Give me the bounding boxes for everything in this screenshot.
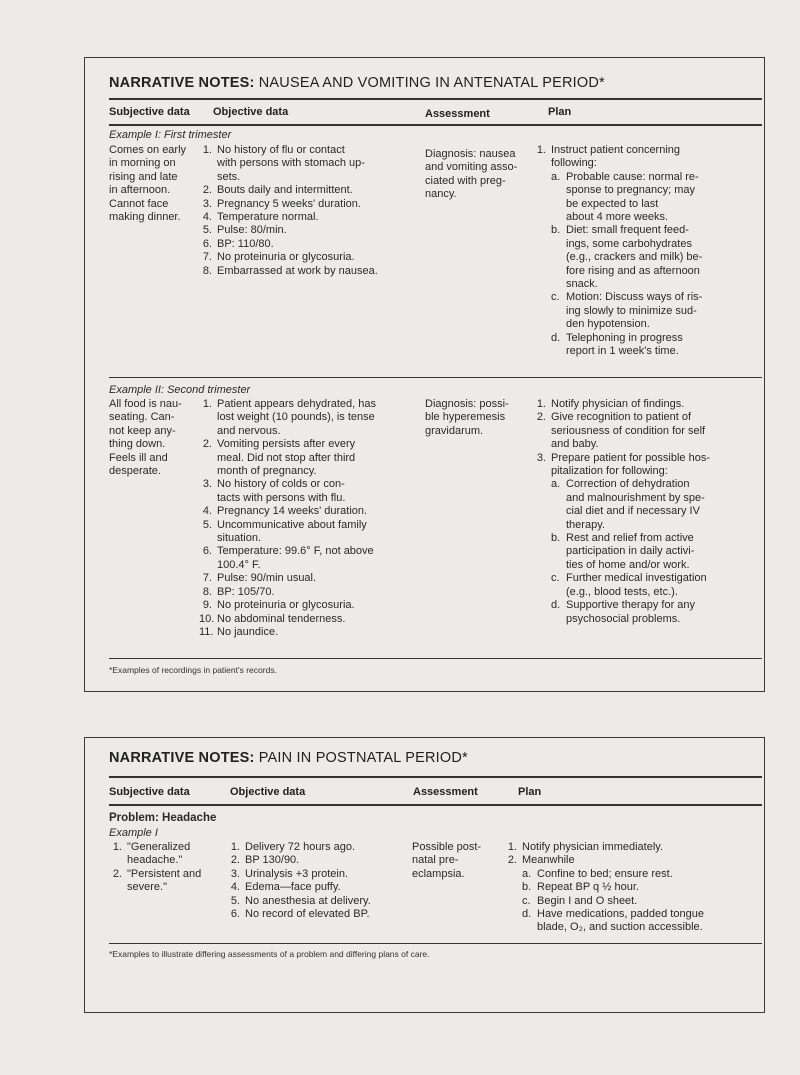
item-text — [566, 291, 763, 331]
item-text — [217, 211, 419, 224]
item-number: 3. — [202, 197, 212, 210]
list-item — [522, 908, 754, 935]
footnote: *Examples to illustrate differing assessments of a problem and differing plans of care. — [109, 949, 430, 959]
assessment-cell — [425, 148, 543, 202]
footnote-divider — [109, 658, 762, 659]
text-line: No anesthesia at delivery. — [245, 894, 371, 907]
header-plan: Plan — [518, 786, 542, 798]
item-number: 1. — [230, 841, 240, 853]
item-text — [217, 519, 424, 546]
sub-list — [551, 171, 763, 359]
text-line: Urinalysis +3 protein. — [245, 867, 349, 880]
item-text — [245, 908, 417, 921]
list-item — [199, 613, 424, 626]
item-number: 2. — [536, 411, 546, 424]
item-text — [217, 572, 424, 585]
list-item — [199, 184, 419, 197]
item-text — [245, 881, 417, 894]
item-text — [217, 599, 424, 612]
sub-list — [522, 868, 754, 935]
text-line: and vomiting asso- — [425, 161, 518, 174]
list-item — [533, 411, 763, 451]
text-line: fore rising and as afternoon — [566, 264, 700, 277]
text-line: Correction of dehydration — [566, 478, 690, 491]
list-item — [522, 868, 754, 881]
text-line: No abdominal tenderness. — [217, 612, 346, 625]
text-line: gravidarum. — [425, 424, 484, 437]
list-item — [551, 171, 763, 225]
text-line: natal pre- — [412, 854, 459, 867]
item-text — [566, 532, 763, 572]
text-line: with persons with stomach up- — [217, 157, 365, 170]
text-line: Patient appears dehydrated, has — [217, 398, 377, 410]
footnote-divider — [109, 943, 762, 944]
text-line: Rest and relief from active — [566, 532, 694, 545]
text-line: Have medications, padded tongue — [537, 908, 704, 921]
text-line: Supportive therapy for any — [566, 599, 696, 612]
item-number: 2. — [202, 438, 212, 451]
item-number: 1. — [536, 144, 546, 156]
list-item — [227, 868, 417, 881]
list-item — [522, 881, 754, 894]
list-item — [227, 854, 417, 867]
item-text — [217, 478, 424, 505]
table-title — [109, 750, 468, 766]
example-label: Example I — [109, 827, 158, 839]
header-assessment: Assessment — [425, 108, 490, 120]
text-line: in afternoon. — [109, 184, 171, 197]
assessment-cell — [425, 398, 543, 438]
item-text — [217, 398, 424, 438]
table-title — [109, 75, 605, 91]
text-line: following: — [551, 157, 597, 170]
item-number: 8. — [202, 264, 212, 277]
item-number: d. — [522, 908, 532, 921]
item-text — [245, 854, 417, 867]
item-text — [522, 854, 754, 867]
item-text — [217, 545, 424, 572]
list-item — [551, 332, 763, 359]
header-objective: Objective data — [230, 786, 306, 798]
plan-cell — [533, 398, 763, 626]
text-line: Temperature normal. — [217, 211, 319, 224]
item-number: c. — [551, 572, 560, 585]
text-line: No proteinuria or glycosuria. — [217, 599, 355, 612]
text-line: in morning on — [109, 157, 176, 170]
text-line: headache." — [127, 854, 183, 867]
item-number: 5. — [202, 518, 212, 531]
item-number: 3. — [202, 478, 212, 491]
text-line: No record of elevated BP. — [245, 908, 370, 921]
text-line: eclampsia. — [412, 867, 465, 880]
list-item — [199, 572, 424, 585]
item-number: 3. — [230, 867, 240, 880]
text-line: "Persistent and — [127, 867, 202, 880]
header-plan: Plan — [548, 106, 572, 118]
text-line: Instruct patient concerning — [551, 144, 681, 156]
text-line: about 4 more weeks. — [566, 211, 669, 224]
item-text — [217, 613, 424, 626]
item-number: c. — [522, 894, 531, 907]
item-text — [566, 572, 763, 599]
text-line: Meanwhile — [522, 854, 575, 867]
item-text — [566, 171, 763, 225]
text-line: Telephoning in progress — [566, 331, 683, 344]
header-assessment: Assessment — [413, 786, 478, 798]
item-number: 4. — [202, 505, 212, 518]
item-text — [537, 868, 754, 881]
text-line: ing slowly to minimize sud- — [566, 304, 697, 317]
item-number: 5. — [230, 894, 240, 907]
item-text — [127, 868, 229, 895]
list-item — [227, 895, 417, 908]
text-line: thing down. — [109, 438, 166, 451]
plan-cell — [533, 144, 763, 359]
text-line: Confine to bed; ensure rest. — [537, 867, 673, 880]
item-text — [522, 841, 754, 854]
item-text — [217, 238, 419, 251]
list-item — [533, 144, 763, 359]
item-text — [217, 224, 419, 237]
item-number: b. — [551, 532, 561, 545]
item-text — [217, 144, 419, 184]
text-line: cial diet and if necessary IV — [566, 505, 700, 518]
numbered-list — [199, 398, 424, 639]
text-line: No history of flu or contact — [217, 144, 345, 156]
item-text — [537, 895, 754, 908]
list-item — [199, 505, 424, 518]
item-number: 2. — [112, 867, 122, 880]
title-prefix: NARRATIVE NOTES: — [109, 750, 255, 766]
item-number: d. — [551, 599, 561, 612]
text-line: Pregnancy 14 weeks' duration. — [217, 505, 368, 518]
problem-label: Problem: Headache — [109, 812, 217, 824]
item-text — [217, 586, 424, 599]
example-label: Example I: First trimester — [109, 129, 232, 141]
list-item — [504, 854, 754, 934]
list-item — [522, 895, 754, 908]
text-line: ings, some carbohydrates — [566, 237, 692, 250]
text-line: pitalization for following: — [551, 465, 668, 478]
item-text — [217, 251, 419, 264]
list-item — [551, 599, 763, 626]
item-number: 2. — [230, 854, 240, 867]
objective-cell — [199, 144, 419, 278]
text-line: snack. — [566, 278, 598, 291]
item-number: 6. — [230, 908, 240, 921]
item-number: 7. — [202, 572, 212, 585]
text-line: den hypotension. — [566, 318, 650, 331]
item-text — [566, 599, 763, 626]
text-line: Begin I and O sheet. — [537, 894, 638, 907]
text-line: desperate. — [109, 465, 161, 478]
item-number: 2. — [507, 854, 517, 867]
objective-cell — [199, 398, 424, 639]
text-line: and nervous. — [217, 424, 281, 437]
list-item — [551, 291, 763, 331]
item-text — [217, 184, 419, 197]
item-number: 4. — [202, 211, 212, 224]
item-number: 8. — [202, 585, 212, 598]
item-text — [537, 881, 754, 894]
numbered-list — [533, 144, 763, 359]
subjective-cell — [109, 841, 229, 895]
item-text — [245, 895, 417, 908]
list-item — [533, 398, 763, 411]
item-number: 6. — [202, 545, 212, 558]
divider — [109, 776, 762, 778]
text-line: therapy. — [566, 518, 605, 531]
text-line: sets. — [217, 170, 241, 183]
row-divider — [109, 377, 762, 378]
text-line: ties of home and/or work. — [566, 558, 690, 571]
list-item — [504, 841, 754, 854]
list-item — [109, 841, 229, 868]
list-item — [199, 224, 419, 237]
list-item — [199, 211, 419, 224]
text-line: making dinner. — [109, 211, 181, 224]
text-line: Feels ill and — [109, 451, 168, 464]
text-line: rising and late — [109, 170, 178, 183]
text-line: month of pregnancy. — [217, 465, 317, 478]
text-line: Temperature: 99.6° F, not above — [217, 545, 374, 558]
text-line: lost weight (10 pounds), is tense — [217, 411, 375, 424]
item-text — [217, 505, 424, 518]
list-item — [199, 545, 424, 572]
item-number: 5. — [202, 224, 212, 237]
item-text — [551, 452, 763, 479]
title-prefix: NARRATIVE NOTES: — [109, 75, 255, 91]
list-item — [551, 224, 763, 291]
item-number: b. — [551, 224, 561, 237]
text-line: (e.g., crackers and milk) be- — [566, 251, 703, 264]
numbered-list — [109, 841, 229, 895]
subjective-cell — [109, 144, 209, 224]
numbered-list — [533, 398, 763, 626]
text-line: Notify physician of findings. — [551, 398, 685, 410]
title-text: PAIN IN POSTNATAL PERIOD* — [258, 750, 468, 766]
item-text — [537, 908, 754, 935]
divider — [109, 98, 762, 100]
text-line: Further medical investigation — [566, 572, 707, 585]
text-line: Uncommunicative about family — [217, 518, 367, 531]
item-number: 1. — [112, 841, 122, 853]
item-number: d. — [551, 331, 561, 344]
text-line: Embarrassed at work by nausea. — [217, 264, 378, 277]
item-number: 9. — [202, 599, 212, 612]
item-text — [551, 144, 763, 171]
item-number: 3. — [536, 451, 546, 464]
list-item — [551, 572, 763, 599]
subjective-cell — [109, 398, 209, 478]
text-line: Comes on early — [109, 144, 187, 156]
text-line: Probable cause: normal re- — [566, 170, 699, 183]
text-line: Diagnosis: possi- — [425, 398, 509, 410]
text-line: report in 1 week's time. — [566, 345, 679, 358]
text-line: Motion: Discuss ways of ris- — [566, 291, 703, 304]
text-line: ble hyperemesis — [425, 411, 506, 424]
text-line: No history of colds or con- — [217, 478, 345, 491]
item-text — [217, 265, 419, 278]
item-text — [217, 438, 424, 478]
list-item — [199, 478, 424, 505]
text-line: No proteinuria or glycosuria. — [217, 251, 355, 264]
text-line: blade, O₂, and suction accessible. — [537, 921, 703, 934]
list-item — [533, 452, 763, 626]
footnote: *Examples of recordings in patient's records. — [109, 665, 277, 675]
header-divider — [109, 804, 762, 806]
text-line: seating. Can- — [109, 411, 175, 424]
example-label: Example II: Second trimester — [109, 384, 251, 396]
item-text — [245, 868, 417, 881]
text-line: Pulse: 90/min usual. — [217, 572, 317, 585]
text-line: Possible post- — [412, 841, 482, 853]
header-objective: Objective data — [213, 106, 289, 118]
item-text — [551, 411, 763, 451]
text-line: meal. Did not stop after third — [217, 451, 356, 464]
text-line: Pulse: 80/min. — [217, 224, 287, 237]
text-line: Give recognition to patient of — [551, 411, 692, 424]
text-line: not keep any- — [109, 424, 176, 437]
item-number: a. — [522, 867, 532, 880]
numbered-list — [227, 841, 417, 921]
header-subjective: Subjective data — [109, 786, 190, 798]
text-line: Diagnosis: nausea — [425, 148, 516, 160]
item-number: 1. — [202, 398, 212, 410]
numbered-list — [199, 144, 419, 278]
item-number: 1. — [202, 144, 212, 156]
list-item — [199, 238, 419, 251]
title-text: NAUSEA AND VOMITING IN ANTENATAL PERIOD* — [258, 75, 605, 91]
item-number: 1. — [507, 841, 517, 853]
antenatal-notes-table — [84, 57, 765, 692]
list-item — [227, 841, 417, 854]
item-number: c. — [551, 291, 560, 304]
text-line: Diet: small frequent feed- — [566, 224, 689, 237]
text-line: severe." — [127, 881, 167, 894]
text-line: and baby. — [551, 438, 599, 451]
list-item — [227, 908, 417, 921]
text-line: BP: 110/80. — [217, 237, 274, 250]
item-number: 11. — [199, 625, 214, 638]
item-number: 10. — [199, 612, 215, 625]
list-item — [199, 265, 419, 278]
list-item — [199, 586, 424, 599]
text-line: BP 130/90. — [245, 854, 300, 867]
list-item — [199, 626, 424, 639]
list-item — [199, 599, 424, 612]
objective-cell — [227, 841, 417, 921]
text-line: Notify physician immediately. — [522, 841, 664, 853]
text-line: All food is nau- — [109, 398, 182, 410]
item-text — [566, 478, 763, 532]
numbered-list — [504, 841, 754, 935]
text-line: be expected to last — [566, 197, 659, 210]
text-line: BP: 105/70. — [217, 585, 275, 598]
header-divider — [109, 124, 762, 126]
item-number: 7. — [202, 251, 212, 264]
item-number: a. — [551, 478, 561, 491]
sub-list — [551, 478, 763, 625]
list-item — [109, 868, 229, 895]
text-line: Prepare patient for possible hos- — [551, 451, 710, 464]
text-line: and malnourishment by spe- — [566, 491, 705, 504]
item-number: b. — [522, 881, 532, 894]
list-item — [199, 398, 424, 438]
list-item — [199, 438, 424, 478]
item-number: 1. — [536, 398, 546, 410]
list-item — [199, 251, 419, 264]
list-item — [551, 478, 763, 532]
item-text — [245, 841, 417, 854]
text-line: 100.4° F. — [217, 558, 261, 571]
item-number: a. — [551, 170, 561, 183]
item-text — [551, 398, 763, 411]
text-line: Bouts daily and intermittent. — [217, 184, 353, 197]
item-text — [566, 332, 763, 359]
item-number: 6. — [202, 237, 212, 250]
item-text — [127, 841, 229, 868]
text-line: Repeat BP q ½ hour. — [537, 881, 639, 894]
list-item — [199, 519, 424, 546]
list-item — [199, 144, 419, 184]
text-line: psychosocial problems. — [566, 612, 681, 625]
header-subjective: Subjective data — [109, 106, 190, 118]
assessment-cell — [412, 841, 512, 881]
text-line: situation. — [217, 532, 262, 545]
text-line: nancy. — [425, 188, 457, 201]
text-line: (e.g., blood tests, etc.). — [566, 585, 678, 598]
item-text — [217, 626, 424, 639]
text-line: tacts with persons with flu. — [217, 491, 346, 504]
list-item — [199, 198, 419, 211]
plan-cell — [504, 841, 754, 935]
text-line: Vomiting persists after every — [217, 438, 356, 451]
text-line: Cannot face — [109, 197, 169, 210]
text-line: Edema—face puffy. — [245, 881, 341, 894]
list-item — [227, 881, 417, 894]
item-text — [566, 224, 763, 291]
list-item — [551, 532, 763, 572]
text-line: sponse to pregnancy; may — [566, 184, 696, 197]
postnatal-notes-table — [84, 737, 765, 1013]
text-line: seriousness of condition for self — [551, 424, 706, 437]
text-line: participation in daily activi- — [566, 545, 695, 558]
text-line: Delivery 72 hours ago. — [245, 841, 356, 853]
item-text — [217, 198, 419, 211]
item-number: 4. — [230, 881, 240, 894]
text-line: ciated with preg- — [425, 174, 506, 187]
item-number: 2. — [202, 184, 212, 197]
text-line: Pregnancy 5 weeks' duration. — [217, 197, 361, 210]
text-line: "Generalized — [127, 841, 191, 853]
text-line: No jaundice. — [217, 625, 279, 638]
